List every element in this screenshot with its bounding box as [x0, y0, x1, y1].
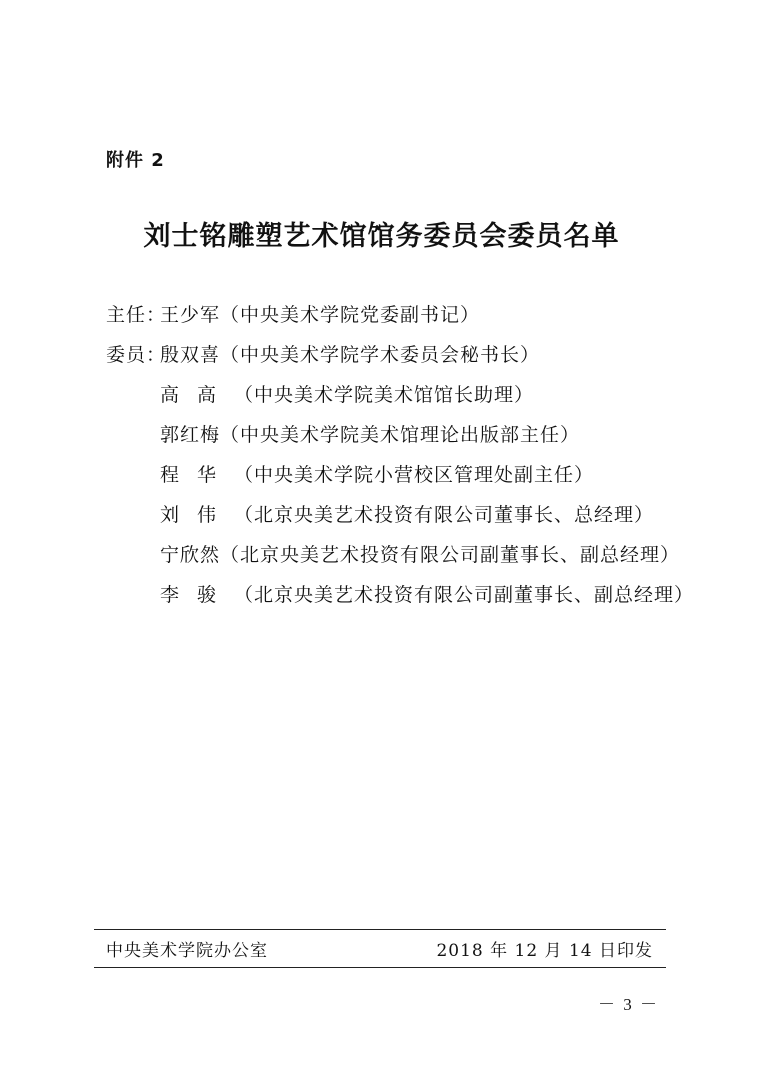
document-title: 刘士铭雕塑艺术馆馆务委员会委员名单	[143, 221, 620, 252]
role-label	[106, 455, 160, 495]
member-title: （北京央美艺术投资有限公司董事长、总经理）	[234, 504, 655, 526]
member-name: 高高	[160, 384, 235, 406]
role-label	[106, 415, 160, 455]
member-title: （中央美术学院党委副书记）	[220, 304, 481, 326]
member-title: （北京央美艺术投资有限公司副董事长、副总经理）	[220, 544, 681, 566]
roster-row	[106, 455, 694, 495]
member-name: 宁欣然	[160, 544, 221, 566]
role-label	[106, 495, 160, 535]
roster-row	[106, 415, 694, 455]
role-label: 委员：	[106, 344, 167, 366]
member-name: 郭红梅	[160, 424, 221, 446]
member-name: 王少军	[160, 304, 221, 326]
role-label: 主任：	[106, 304, 167, 326]
roster-row	[106, 335, 694, 375]
footer-rule-top	[94, 929, 666, 930]
roster-row	[106, 575, 694, 615]
roster-row	[106, 375, 694, 415]
issuing-office: 中央美术学院办公室	[106, 941, 268, 961]
role-label	[106, 535, 160, 575]
member-name: 李骏	[160, 584, 235, 606]
member-name: 刘伟	[160, 504, 235, 526]
roster-row	[106, 295, 694, 335]
role-label	[106, 375, 160, 415]
issue-date: 2018 年 12 月 14 日印发	[436, 941, 653, 961]
role-label	[106, 575, 160, 615]
member-title: （中央美术学院学术委员会秘书长）	[220, 344, 541, 366]
member-title: （北京央美艺术投资有限公司副董事长、副总经理）	[234, 584, 695, 606]
page-number: － 3 －	[598, 995, 659, 1014]
member-title: （中央美术学院美术馆理论出版部主任）	[220, 424, 581, 446]
attachment-label: 附件 2	[106, 150, 165, 171]
committee-roster	[106, 295, 694, 615]
roster-row	[106, 495, 694, 535]
member-name: 殷双喜	[160, 344, 221, 366]
member-name: 程华	[160, 464, 235, 486]
member-title: （中央美术学院小营校区管理处副主任）	[234, 464, 595, 486]
member-title: （中央美术学院美术馆馆长助理）	[234, 384, 535, 406]
footer-rule-bottom	[94, 967, 666, 968]
roster-row	[106, 535, 694, 575]
